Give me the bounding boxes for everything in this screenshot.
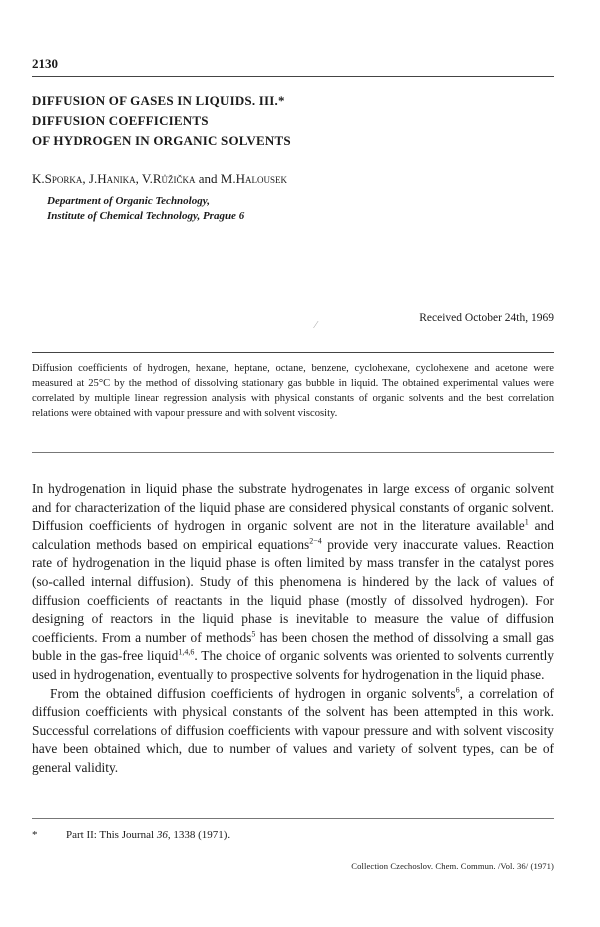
title-line-2: DIFFUSION COEFFICIENTS [32, 113, 209, 128]
header-rule [32, 76, 554, 77]
article-title [32, 92, 552, 152]
affiliation-line-1: Department of Organic Technology, [47, 195, 210, 207]
footnote-volume: 36 [156, 829, 168, 841]
author-surname: Růžička [152, 171, 196, 186]
footnote-mark: * [32, 829, 38, 841]
author-surname: Halousek [235, 171, 287, 186]
body-text: From the obtained diffusion coefficients of hydrogen in organic solvents [50, 685, 456, 701]
author-initial: M. [220, 171, 236, 186]
citation-ref: 6 [455, 685, 460, 695]
footnote-text: , 1338 (1971). [167, 829, 231, 841]
author-separator: and [195, 171, 221, 186]
affiliation-line-2: Institute of Chemical Technology, Prague 6 [47, 210, 245, 222]
footnote-rule [32, 818, 554, 819]
author-separator: , [82, 171, 89, 186]
received-date: Received October 24th, 1969 [419, 312, 554, 324]
body-text: has been chosen the method of dissolving a small gas buble in the gas-free liquid [32, 629, 554, 664]
author-initial: J. [88, 171, 98, 186]
author-surname: Sporka [44, 171, 83, 186]
author-surname: Hanika [97, 171, 136, 186]
title-line-3: OF HYDROGEN IN ORGANIC SOLVENTS [32, 133, 291, 148]
article-body [32, 480, 554, 778]
body-text: and calculation methods based on empirical equations [32, 518, 555, 552]
author-initial: V. [141, 171, 153, 186]
scan-speck: ⁄ [315, 320, 317, 331]
page-number: 2130 [32, 56, 58, 71]
title-line-1: DIFFUSION OF GASES IN LIQUIDS. III.* [32, 93, 285, 108]
citation-ref: 1 [524, 517, 529, 527]
author-initial: K. [32, 171, 45, 186]
body-text: In hydrogenation in liquid phase the substrate hydrogenates in large excess of organic solvent and for characterization of the liquid phase are considered physical constants of organic solvent. Diffusion coefficients of hydrogen in organic solvent are not in the literature available [32, 481, 554, 534]
body-text: provide very inaccurate values. Reaction rate of hydrogenation in the liquid phase is often limited by mass transfer in the catalyst pores (so-called internal diffusion). Study of this phenomena is hindered by the lack of values of diffusion coefficients of reactants in the liquid phase (mostly of dissolved hydrogen). For designing of reactors in the liquid phase is inevitable to measure the value of diffusion coefficients. From a number of methods [32, 536, 554, 645]
citation-ref: 5 [251, 629, 256, 639]
body-text: . The choice of organic solvents was oriented to solvents currently used in hydrogenation, eventually to prospective solvents for hydrogenation in the liquid phase. [32, 648, 555, 682]
citation-ref: 2−4 [309, 536, 322, 546]
abstract-top-rule [32, 352, 554, 353]
footnote-text: Part II: This Journal [66, 829, 157, 841]
citation-ref: 1,4,6 [178, 647, 195, 657]
journal-footer: Collection Czechoslov. Chem. Commun. /Vol. 36/ (1971) [351, 861, 554, 871]
author-list [32, 171, 287, 187]
body-paragraph-1 [32, 480, 554, 685]
body-text: , a correlation of diffusion coefficients with physical constants of the solvent has been attempted in this work. Successful correlations of diffusion coefficients with vapour pressure and with solvent viscosity have been obtained which, due to number of values and variety of solvent types, can be of general validity. [32, 685, 554, 775]
abstract: Diffusion coefficients of hydrogen, hexane, heptane, octane, benzene, cyclohexane, cyclohexene and acetone were measured at 25°C by the method of dissolving stationary gas bubble in liquid. The obtained experimental values were correlated by multiple linear regression analysis with physical constants of organic solvents and the best correlation relations were obtained with vapour pressure and with solvent viscosity. [32, 363, 554, 419]
abstract-bottom-rule [32, 452, 554, 453]
author-separator: , [135, 171, 142, 186]
footnote [32, 829, 230, 841]
affiliation [47, 194, 244, 224]
body-paragraph-2 [32, 685, 554, 778]
